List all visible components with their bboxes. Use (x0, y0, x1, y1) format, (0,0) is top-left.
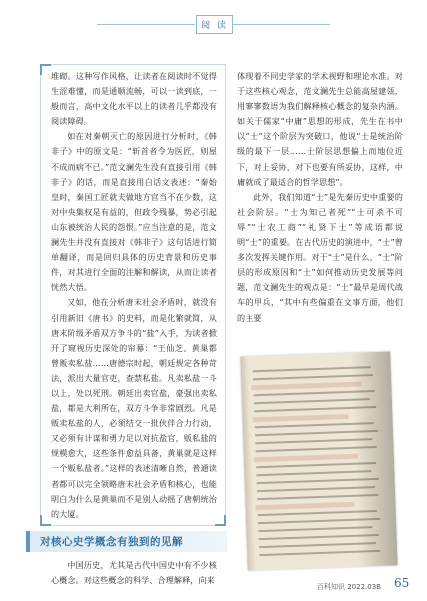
photo-highlight (251, 381, 361, 390)
paragraph: 体现着不同史学家的学术视野和理论水准。对于这些核心观念，范文澜先生总能高屋建瓴，用寥寥数语为我们解释核心概念的复杂内涵。如关于儒家“中庸”思想的形成，先生在书中以“士”这个阶层为突破口，他说“士是统治阶级的最下一层……士阶层思想偏上而地位近下，对上妥协，对下也要有所妥协，这样，中庸就成了最适合的哲学思想”。 (237, 71, 403, 187)
section-heading-text: 对核心史学概念有独到的见解 (40, 536, 183, 548)
photo-highlight (252, 414, 348, 422)
photo-text-line (258, 526, 372, 532)
left-column (51, 69, 217, 522)
header-rule-left (97, 24, 195, 25)
paragraph: 堆砌。这种写作风格，让读者在阅读时不觉得生涩难懂，而是通顺流畅，可以一读到底，一般而言，高中文化水平以上的读者几乎都没有阅读障碍。 (51, 71, 217, 127)
paragraph: 此外，我们知道“士”是先秦历史中重要的社会阶层。“士为知己者死”“士可杀不可辱”“士农工商”“礼贤下士”等成语都说明“士”的重要。在古代历史的演进中，“士”曾多次发挥关键作用。对于“士”是什么，“士”阶层的形成原因和“士”如何推动历史发展等问题，范文澜先生的观点是：“士”最早是周代战车的甲兵，“其中有些偏重在文事方面，他们的主要 (237, 191, 403, 323)
page-number: 65 (394, 576, 410, 590)
header-rule-right (232, 24, 330, 25)
photo-highlight (256, 502, 355, 510)
photo-shadow (350, 351, 397, 566)
book-page-photo (240, 351, 397, 570)
magazine-issue: 百科知识 2022.03B (317, 583, 381, 591)
column-label: 阅 读 (196, 15, 233, 34)
section-heading (26, 531, 227, 552)
right-column (237, 69, 403, 326)
photo-highlight (254, 454, 358, 463)
paragraph: 中国历史，尤其是古代中国史中有不少核心概念。对这些概念的科学、合理解释，向来 (51, 560, 217, 586)
frame-corner (40, 64, 51, 75)
paragraph: 如在对秦朝灭亡的原因进行分析时，《韩非子》中的原文是：“斩首者令为医匠，则屋不成而病不已。”范文澜先生没有直接引用《韩非子》的话，而是直接用白话文表述：“秦始皇时，秦国工匠就夫做地方官当不在少数，这对中央集权是有益的，但政令残暴，势必引起山东被统治人民的怨恨。”应当注意的是，范文澜先生并没有直接对《韩非子》这句话进行简单翻译，而是回归具体的历史背景和历史事件，对其进行全面的注解和解读，从而让读者恍然大悟。 (51, 131, 217, 293)
paragraph: 又如，他在分析唐末社会矛盾时，就没有引用新旧《唐书》的史料，而是化繁就简，从唐末阶级矛盾双方争斗的“盐”入手，为读者掀开了窥视历史深处的帘幕：“王仙芝、黄巢都曾贩卖私盐……唐德宗时起，朝廷规定各种苛法，派出大量官吏，查禁私盐。凡卖私盐一斗以上，处以死刑。朝廷出卖官盐，豪强出卖私盐，都是大利所在，双方斗争非常剧烈。凡是贩卖私盐的人，必须结交一批伙伴合力行动，又必须有计谋和勇力足以对抗盐官，贩私盐的规模愈大，这些条件愈益具备，黄巢就是这样一个贩私盐者。”这样的表述清晰自然，普通读者都可以完全领略唐末社会矛盾和核心，也能明白为什么是黄巢而不是别人动摇了唐朝统治的大厦。 (51, 297, 217, 519)
frame-corner (40, 515, 51, 526)
page-footer (0, 575, 427, 595)
